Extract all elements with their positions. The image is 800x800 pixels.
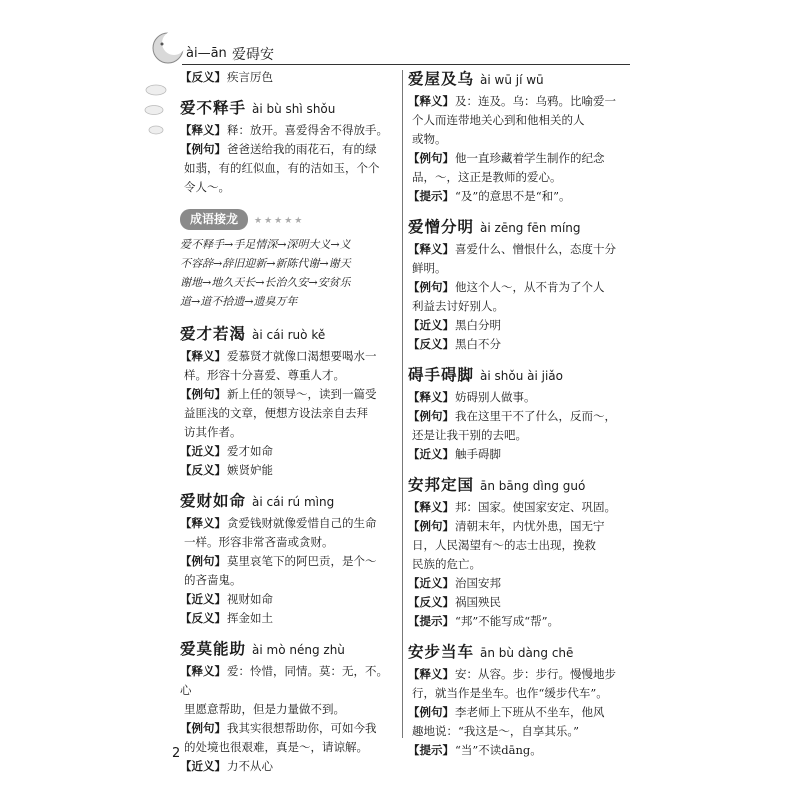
definition-line: [408, 703, 626, 722]
idiom-word: 安步当车: [408, 643, 475, 661]
line-text: 视财如命: [227, 592, 273, 606]
idiom-heading: [180, 325, 398, 345]
definition-line: [408, 92, 626, 111]
line-tag: 【释义】: [180, 349, 226, 363]
idiom-chain-title: 成语接龙: [180, 209, 248, 230]
line-tag: 【例句】: [180, 554, 226, 568]
idiom-entry: [408, 643, 626, 760]
line-text: 黑白不分: [455, 337, 501, 351]
cloud-decoration-icon: [140, 80, 170, 140]
line-continuation: 个人而连带地关心到和他相关的人: [412, 113, 585, 127]
line-tag: 【近义】: [180, 592, 226, 606]
idiom-word: 碍手碍脚: [408, 366, 475, 384]
idiom-pinyin: ān bù dàng chē: [480, 646, 574, 660]
page-number: 2: [172, 746, 181, 761]
line-continuation: 鲜明。: [412, 261, 447, 275]
definition-line: [408, 240, 626, 259]
line-tag: 【反义】: [180, 463, 226, 477]
line-tag: 【释义】: [180, 123, 226, 137]
line-text: 邦：国家。使国家安定、巩固。: [455, 500, 616, 514]
definition-line: [408, 388, 626, 407]
left-column: [180, 68, 398, 788]
idiom-entry: [408, 70, 626, 206]
line-continuation: 访其作者。: [184, 425, 242, 439]
idiom-entry: [180, 492, 398, 628]
idiom-pinyin: ài shǒu ài jiǎo: [480, 369, 564, 383]
line-tag: 【近义】: [180, 759, 226, 773]
header-rule: [182, 64, 630, 65]
line-text: 及：连及。乌：乌鸦。比喻爱一: [455, 94, 616, 108]
stars-decoration-icon: ★★★★★: [254, 216, 305, 226]
line-tag: 【反义】: [180, 70, 226, 84]
line-tag: 【反义】: [180, 611, 226, 625]
line-tag: 【近义】: [180, 444, 226, 458]
line-tag: 【提示】: [408, 743, 454, 757]
idiom-entry: [180, 99, 398, 197]
line-text: 清朝末年，内忧外患，国无宁: [455, 519, 605, 533]
line-tag: 【例句】: [408, 151, 454, 165]
line-text: 触手碍脚: [455, 447, 501, 461]
line-tag: 【提示】: [408, 614, 454, 628]
line-tag: 【近义】: [408, 447, 454, 461]
line-text: “及”的意思不是“和”。: [455, 189, 571, 203]
idiom-chain-box: [180, 209, 398, 311]
definition-line: [180, 347, 398, 366]
left-entries-block: [180, 99, 398, 197]
line-continuation: 日，人民渴望有～的志士出现，挽救: [412, 538, 596, 552]
idiom-pinyin: ài cái ruò kě: [252, 328, 326, 342]
line-text: “当”不读dāng。: [455, 743, 542, 757]
line-continuation: 令人～。: [184, 180, 230, 194]
line-text: 爸爸送给我的雨花石，有的绿: [227, 142, 377, 156]
idiom-word: 爱才若渴: [180, 325, 247, 343]
line-continuation: 益匪浅的文章，便想方设法亲自去拜: [184, 406, 368, 420]
idiom-heading: [408, 643, 626, 663]
line-tag: 【反义】: [408, 337, 454, 351]
line-text: 挥金如土: [227, 611, 273, 625]
line-text: 他一直珍藏着学生制作的纪念: [455, 151, 605, 165]
line-tag: 【例句】: [408, 519, 454, 533]
definition-line: [408, 407, 626, 426]
line-tag: 【释义】: [408, 500, 454, 514]
definition-line: [180, 719, 398, 738]
idiom-chain-body: [180, 235, 398, 311]
line-continuation: 一样。形容非常吝啬或贪财。: [184, 535, 334, 549]
line-tag: 【近义】: [408, 576, 454, 590]
line-continuation: 如翡，有的红似血，有的洁如玉，个个: [184, 161, 380, 175]
definition-line: [180, 514, 398, 533]
line-continuation: 民族的危亡。: [412, 557, 481, 571]
idiom-heading: [408, 366, 626, 386]
line-tag: 【例句】: [408, 280, 454, 294]
line-continuation: 或物。: [412, 132, 447, 146]
line-text: 安：从容。步：步行。慢慢地步: [455, 667, 616, 681]
line-tag: 【释义】: [180, 664, 226, 678]
idiom-heading: [180, 640, 398, 660]
line-tag: 【例句】: [180, 142, 226, 156]
idiom-chain-line: 谢地→地久天长→长治久安→安贫乐: [180, 276, 351, 289]
definition-line: [408, 187, 626, 206]
line-text: 释：放开。喜爱得舍不得放手。: [227, 123, 388, 137]
idiom-word: 爱憎分明: [408, 218, 475, 236]
definition-line: [180, 757, 398, 776]
idiom-pinyin: ài wū jí wū: [480, 73, 544, 87]
line-text: 爱：怜惜，同情。莫：无，不。心: [180, 664, 388, 697]
line-text: 我在这里干不了什么，反而～，: [455, 409, 616, 423]
idiom-heading: [180, 492, 398, 512]
line-continuation: 趣地说：“我这是～，自享其乐。”: [412, 724, 580, 738]
line-text: 爱慕贤才就像口渴想要喝水一: [227, 349, 377, 363]
line-tag: 【反义】: [408, 595, 454, 609]
line-text: 莫里哀笔下的阿巴贡，是个～: [227, 554, 377, 568]
line-continuation: 的吝啬鬼。: [184, 573, 242, 587]
line-tag: 【释义】: [180, 516, 226, 530]
line-text: 治国安邦: [455, 576, 501, 590]
line-text: 力不从心: [227, 759, 273, 773]
line-text: 李老师上下班从不坐车，他风: [455, 705, 605, 719]
idiom-word: 爱财如命: [180, 492, 247, 510]
line-tag: 【释义】: [408, 667, 454, 681]
definition-line: [180, 442, 398, 461]
line-tag: 【近义】: [408, 318, 454, 332]
definition-line: [180, 461, 398, 480]
left-entries-block-2: [180, 325, 398, 776]
line-text: 黑白分明: [455, 318, 501, 332]
line-continuation: 行，就当作是坐车。也作“缓步代车”。: [412, 686, 608, 700]
idiom-pinyin: ài zēng fēn míng: [480, 221, 581, 235]
definition-line: [408, 335, 626, 354]
line-text: 疾言厉色: [227, 70, 273, 84]
definition-line: [180, 121, 398, 140]
idiom-word: 安邦定国: [408, 476, 475, 494]
right-column: [408, 68, 626, 772]
definition-line: [180, 385, 398, 404]
definition-line: [408, 593, 626, 612]
idiom-chain-line: 不容辞→辞旧迎新→新陈代谢→谢天: [180, 257, 351, 270]
idiom-entry: [408, 218, 626, 354]
idiom-heading: [180, 99, 398, 119]
definition-line: [408, 445, 626, 464]
idiom-word: 爱不释手: [180, 99, 247, 117]
definition-line: [408, 278, 626, 297]
line-text: 贪爱钱财就像爱惜自己的生命: [227, 516, 377, 530]
idiom-entry: [180, 325, 398, 480]
definition-line: [408, 316, 626, 335]
definition-line: [408, 517, 626, 536]
definition-line: [408, 574, 626, 593]
definition-line: [180, 552, 398, 571]
line-text: 他这个人～，从不肯为了个人: [455, 280, 605, 294]
idiom-word: 爱莫能助: [180, 640, 247, 658]
idiom-pinyin: ài cái rú mìng: [252, 495, 335, 509]
line-tag: 【释义】: [408, 242, 454, 256]
idiom-heading: [408, 70, 626, 90]
line-continuation: 里愿意帮助，但是力量做不到。: [184, 702, 345, 716]
idiom-pinyin: ān bāng dìng guó: [480, 479, 586, 493]
line-text: 爱才如命: [227, 444, 273, 458]
line-continuation: 品，～，这正是教师的爱心。: [412, 170, 562, 184]
line-text: “邦”不能写成“帮”。: [455, 614, 560, 628]
line-tag: 【提示】: [408, 189, 454, 203]
idiom-pinyin: ài mò néng zhù: [252, 643, 345, 657]
idiom-chain-line: 道→道不拾遗→遗臭万年: [180, 295, 298, 308]
header-pinyin: ài—ān: [186, 46, 227, 61]
line-text: 妨碍别人做事。: [455, 390, 536, 404]
idiom-entry: [180, 640, 398, 776]
definition-line: [180, 662, 398, 700]
line-text: 我其实很想帮助你，可如今我: [227, 721, 377, 735]
line-tag: 【释义】: [408, 390, 454, 404]
line-tag: 【例句】: [408, 705, 454, 719]
definition-line: [408, 149, 626, 168]
right-entries-block: [408, 70, 626, 760]
line-continuation: 的处境也很艰难，真是～，请谅解。: [184, 740, 368, 754]
running-header: [150, 28, 630, 68]
idiom-chain-line: 爱不释手→手足情深→深明大义→义: [180, 238, 351, 251]
idiom-entry: [408, 476, 626, 631]
line-tag: 【例句】: [180, 721, 226, 735]
carryover-antonym-line: [180, 68, 398, 87]
definition-line: [408, 612, 626, 631]
definition-line: [408, 665, 626, 684]
line-text: 祸国殃民: [455, 595, 501, 609]
idiom-heading: [408, 476, 626, 496]
line-text: 新上任的领导～，读到一篇受: [227, 387, 377, 401]
definition-line: [180, 140, 398, 159]
moon-cartoon-icon: [150, 30, 186, 66]
line-tag: 【例句】: [180, 387, 226, 401]
idiom-pinyin: ài bù shì shǒu: [252, 102, 336, 116]
line-continuation: 还是让我干别的去吧。: [412, 428, 527, 442]
line-continuation: 利益去讨好别人。: [412, 299, 504, 313]
line-tag: 【释义】: [408, 94, 454, 108]
line-tag: 【例句】: [408, 409, 454, 423]
idiom-word: 爱屋及乌: [408, 70, 475, 88]
line-text: 嫉贤妒能: [227, 463, 273, 477]
definition-line: [180, 590, 398, 609]
definition-line: [180, 609, 398, 628]
column-divider: [402, 70, 403, 738]
line-text: 喜爱什么、憎恨什么，态度十分: [455, 242, 616, 256]
line-continuation: 样。形容十分喜爱、尊重人才。: [184, 368, 345, 382]
idiom-heading: [408, 218, 626, 238]
definition-line: [408, 498, 626, 517]
idiom-entry: [408, 366, 626, 464]
header-characters: 爱碍安: [232, 47, 274, 63]
definition-line: [408, 741, 626, 760]
